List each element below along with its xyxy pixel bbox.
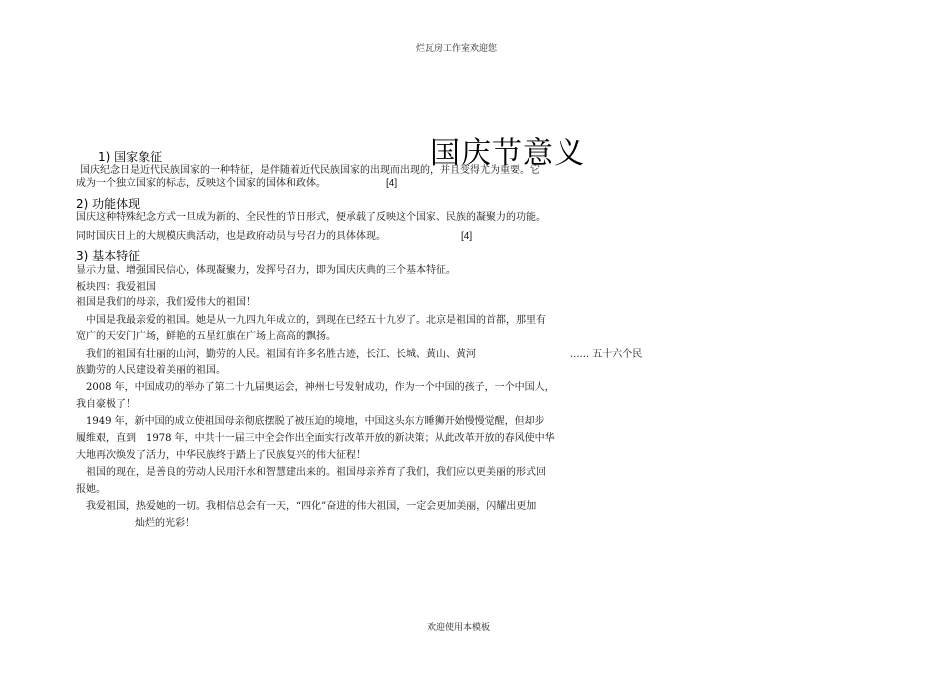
paragraph-line: 我爱祖国，热爱她的一切。我相信总会有一天，“四化”奋进的伟大祖国，一定会更加美丽，闪耀出更加 <box>86 501 537 512</box>
section-2-line-1: 国庆这种特殊纪念方式一旦成为新的、全民性的节日形式，便承载了反映这个国家、民族的凝聚力的功能。 <box>76 212 546 223</box>
section-heading-3: 3) 基本特征 <box>76 249 141 263</box>
paragraph-line: 我们的祖国有壮丽的山河，勤劳的人民。祖国有许多名胜古迹，长江、长城、黄山、黄河 <box>86 349 476 360</box>
section-1-line-2: 成为一个独立国家的标志，反映这个国家的国体和政体。 <box>76 178 326 189</box>
paragraph-line: 我自豪极了！ <box>76 399 136 410</box>
citation-ref: [4] <box>386 178 398 189</box>
section-2-line-2: 同时国庆日上的大规模庆典活动，也是政府动员与号召力的具体体现。 <box>76 231 386 242</box>
paragraph-line: 灿烂的光彩！ <box>135 518 195 529</box>
citation-ref: [4] <box>461 231 473 242</box>
paragraph-line: 祖国是我们的母亲，我们爱伟大的祖国！ <box>76 297 256 308</box>
section-heading-2: 2) 功能体现 <box>76 197 141 211</box>
paragraph-line: 大地再次焕发了活力，中华民族终于踏上了民族复兴的伟大征程！ <box>76 450 366 461</box>
section-3-line-1: 显示力量、增强国民信心，体现凝聚力，发挥号召力，即为国庆庆典的三个基本特征。 <box>76 265 456 276</box>
paragraph-line-tail: ...... 五十六个民 <box>570 349 643 360</box>
paragraph-line: 中国是我最亲爱的祖国。她是从一九四九年成立的，到现在已经五十九岁了。北京是祖国的首都，那里有 <box>86 315 546 326</box>
page-footer: 欢迎使用本模板 <box>427 623 491 633</box>
paragraph-line: 履维艰，直到 1978 年，中共十一届三中全会作出全面实行改革开放的新决策；从此改革开放的春风使中华 <box>76 433 555 444</box>
block-label: 板块四：我爱祖国 <box>76 282 156 293</box>
paragraph-line: 报她。 <box>76 484 106 495</box>
section-heading-1: 1) 国家象征 <box>98 150 163 164</box>
paragraph-line: 族勤劳的人民建设着美丽的祖国。 <box>76 365 226 376</box>
section-1-line-1: 国庆纪念日是近代民族国家的一种特征，是伴随着近代民族国家的出现而出现的，并且变得尤为重要。它 <box>80 165 540 176</box>
page-title: 国庆节意义 <box>430 136 585 171</box>
paragraph-line: 祖国的现在，是善良的劳动人民用汗水和智慧建出来的。祖国母亲养育了我们，我们应以更美丽的形式回 <box>86 467 546 478</box>
paragraph-line: 1949 年，新中国的成立使祖国母亲彻底摆脱了被压迫的境地，中国这头东方睡狮开始慢慢觉醒，但却步 <box>86 416 545 427</box>
page-header: 烂瓦房工作室欢迎您 <box>416 44 498 54</box>
paragraph-line: 2008 年，中国成功的举办了第二十九届奥运会，神州七号发射成功，作为一个中国的孩子，一个中国人， <box>86 382 555 393</box>
paragraph-line: 宽广的天安门广场，鲜艳的五星红旗在广场上高高的飘扬。 <box>76 331 336 342</box>
